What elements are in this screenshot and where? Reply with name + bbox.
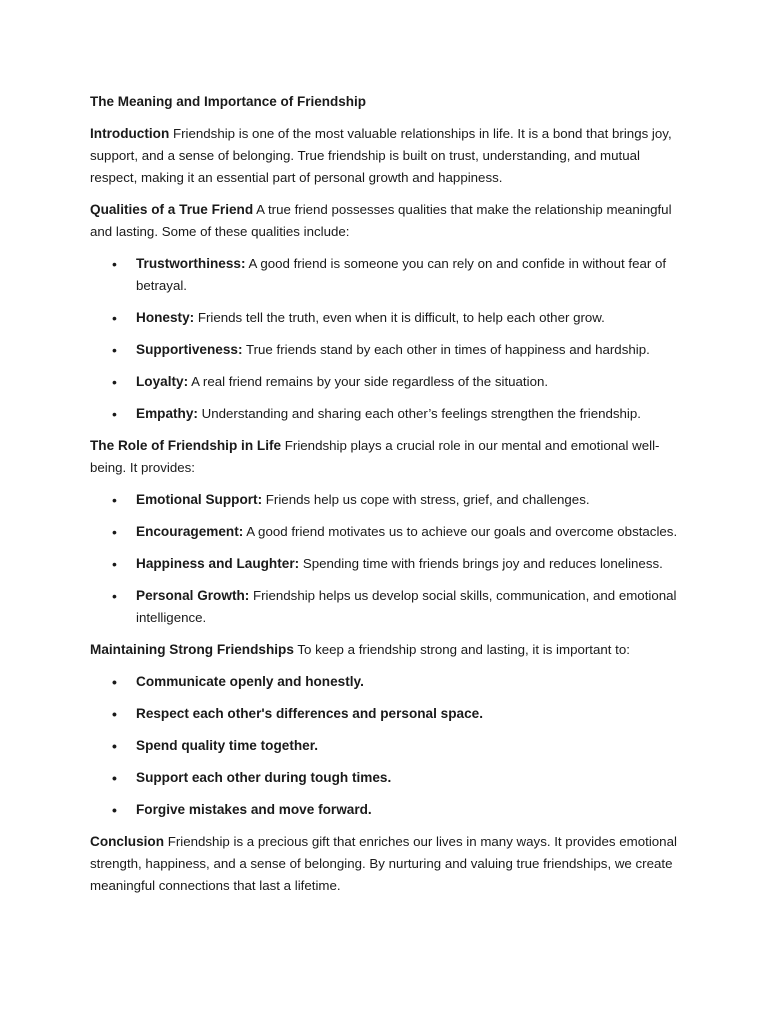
list-item: • Communicate openly and honestly.	[90, 671, 680, 693]
list-item-term: Personal Growth:	[136, 588, 250, 603]
list-item	[90, 339, 680, 361]
conclusion-text: Friendship is a precious gift that enriches our lives in many ways. It provides emotional strength, happiness, and a sense of belonging. By nurturing and valuing true friendships, we create meaningful connections that last a lifetime.	[90, 834, 677, 893]
list-item: • Respect each other's differences and personal space.	[90, 703, 680, 725]
list-item-term: Loyalty:	[136, 374, 189, 389]
list-item: • Forgive mistakes and move forward.	[90, 799, 680, 821]
list-item-desc: A good friend motivates us to achieve our goals and overcome obstacles.	[243, 524, 678, 539]
list-item	[90, 403, 680, 425]
list-item-desc: A real friend remains by your side regardless of the situation.	[188, 374, 549, 389]
list-item	[90, 553, 680, 575]
maintaining-text: To keep a friendship strong and lasting, it is important to:	[293, 642, 630, 657]
qualities-text: A true friend possesses qualities that make the relationship meaningful and lasting. Some of these qualities include:	[90, 202, 672, 239]
role-list	[90, 489, 680, 629]
list-item-term: Honesty:	[136, 310, 195, 325]
list-item	[90, 585, 680, 629]
list-item-term: Trustworthiness:	[136, 256, 246, 271]
list-item	[90, 371, 680, 393]
document-page	[90, 92, 680, 907]
list-item: • Support each other during tough times.	[90, 767, 680, 789]
list-item-desc: A good friend is someone you can rely on and confide in without fear of betrayal.	[136, 256, 667, 293]
role-paragraph	[90, 435, 680, 479]
list-item: • Spend quality time together.	[90, 735, 680, 757]
intro-text: Friendship is one of the most valuable relationships in life. It is a bond that brings joy, support, and a sense of belonging. True friendship is built on trust, understanding, and mutual respect, making it an essential part of personal growth and happiness.	[90, 126, 672, 185]
conclusion-heading: Conclusion	[90, 834, 165, 849]
list-item-desc: Spending time with friends brings joy and reduces loneliness.	[299, 556, 663, 571]
maintaining-list	[90, 671, 680, 821]
maintaining-heading: Maintaining Strong Friendships	[90, 642, 294, 657]
list-item-term: Supportiveness:	[136, 342, 243, 357]
list-item-desc: True friends stand by each other in times of happiness and hardship.	[242, 342, 650, 357]
role-text: Friendship plays a crucial role in our mental and emotional well-being. It provides:	[90, 438, 660, 475]
list-item-term: Emotional Support:	[136, 492, 263, 507]
list-item-desc: Understanding and sharing each other’s feelings strengthen the friendship.	[197, 406, 641, 421]
list-item-desc: Friends help us cope with stress, grief, and challenges.	[262, 492, 590, 507]
list-item-term: Happiness and Laughter:	[136, 556, 300, 571]
list-item	[90, 489, 680, 511]
maintaining-paragraph	[90, 639, 680, 661]
list-item	[90, 521, 680, 543]
list-item-desc: Friends tell the truth, even when it is difficult, to help each other grow.	[194, 310, 605, 325]
list-item-desc: Friendship helps us develop social skills, communication, and emotional intelligence.	[136, 588, 677, 625]
list-item	[90, 307, 680, 329]
document-title: The Meaning and Importance of Friendship	[90, 94, 367, 109]
list-item-term: Encouragement:	[136, 524, 244, 539]
list-item-term: Empathy:	[136, 406, 198, 421]
conclusion-paragraph	[90, 831, 680, 897]
qualities-paragraph	[90, 199, 680, 243]
intro-paragraph	[90, 123, 680, 189]
intro-heading: Introduction	[90, 126, 170, 141]
qualities-list	[90, 253, 680, 425]
qualities-heading: Qualities of a True Friend	[90, 202, 254, 217]
role-heading: The Role of Friendship in Life	[90, 438, 282, 453]
list-item	[90, 253, 680, 297]
